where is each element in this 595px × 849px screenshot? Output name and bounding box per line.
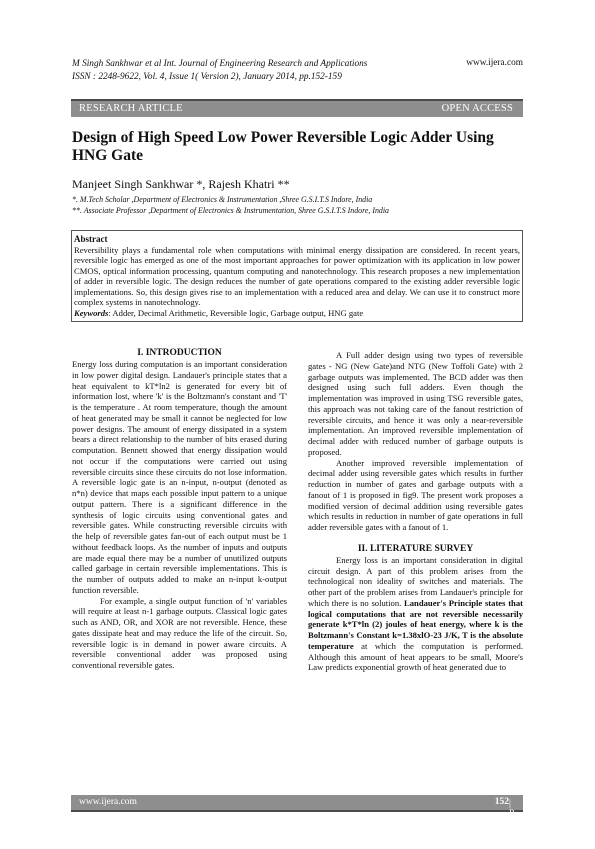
intro-paragraph-2: For example, a single output function of 'n' variables will require at least n-1 garbage outputs. Classical logic gates such as AND, OR, and XOR are not reversible. Hence, these gates dissipate heat and may reduce the life of the circuit. So, reversible logic is in demand in power aware circuits. A reversible conventional adder was proposed using conventional reversible gates. [72, 595, 287, 670]
keywords-line [74, 308, 520, 319]
affiliation-2: **. Associate Professor ,Department of Electronics & Instrumentation, Shree G.S.I.T.S Indore, India [72, 206, 389, 215]
running-header [72, 58, 367, 84]
banner-open-access: OPEN ACCESS [441, 103, 513, 114]
literature-paragraph-1 [308, 555, 523, 673]
intro-paragraph-3: A Full adder design using two types of reversible gates - NG (New Gate)and NTG (New Toffoli Gate) with 2 garbage outputs was implemented. The BCD adder was then designed using such full adders. Even though the implementation was improved in using TSG reversible gates, this approach was not taking care of the fanout restriction of reversible circuits, and hence it was only a near-reversible implementation. An improved reversible implementation of decimal adder with reduced number of garbage outputs is proposed. [308, 350, 523, 457]
lit-text-a: Energy loss is an important consideration in digital circuit design. A part of this problem arises from the technological non ideality of switches and materials. The other part of the problem arises from Landauer's principle for which there is no solution. [308, 554, 523, 608]
lit-text-b: at which the computation is performed. Although this amount of heat appears to be small, Moore's Law predicts exponential growth of heat generated due to [308, 640, 523, 673]
affiliation-1: *. M.Tech Scholar ,Department of Electronics & Instrumentation ,Shree G.S.I.T.S Indore, India [72, 195, 373, 204]
page-label: | P a g e [509, 799, 514, 849]
page-footer [71, 795, 523, 849]
section-1-heading: I. INTRODUCTION [137, 348, 222, 358]
citation-line-1: M Singh Sankhwar et al Int. Journal of Engineering Research and Applications [72, 59, 368, 69]
header-website-link[interactable]: www.ijera.com [466, 58, 523, 68]
banner-research-article: RESEARCH ARTICLE [79, 103, 183, 114]
affiliations [72, 194, 389, 216]
page-number: 152 [494, 797, 509, 807]
page-number-block [494, 797, 514, 849]
abstract-heading: Abstract [74, 234, 108, 244]
keywords-label: Keywords [74, 307, 109, 318]
abstract-text: Reversibility plays a fundamental role when computations with minimal energy dissipation are considered. In recent years, reversible logic has emerged as one of the most important approaches for power optimization with its application in low power CMOS, optical information processing, quantum computing and nanotechnology. This research proposes a new implementation of adder in reversible logic. The design reduces the number of gate operations compared to the existing adder reversible logic implementations. So, this design gives rise to an implementation with a reduced area and delay. We can use it to construct more complex systems in nanotechnology. [74, 244, 520, 307]
abstract-box [71, 230, 523, 322]
citation-line-2: ISSN : 2248-9622, Vol. 4, Issue 1( Version 2), January 2014, pp.152-159 [72, 72, 342, 82]
landauer-principle-statement: Landauer's Principle states that logical computations that are not reversible necessarily generate k*T*ln (2) joules of heat energy, where k is the Boltzmann's Constant k=1.38xlO-23 J/K, T is the absolute temperature [308, 597, 523, 651]
author-list: Manjeet Singh Sankhwar *, Rajesh Khatri ** [72, 177, 290, 191]
paper-title: Design of High Speed Low Power Reversible Logic Adder Using HNG Gate [72, 129, 494, 164]
keywords-text: : Adder, Decimal Arithmetic, Reversible logic, Garbage output, HNG gate [108, 307, 364, 318]
left-column [72, 348, 287, 671]
right-column [308, 350, 523, 673]
section-2-heading: II. LITERATURE SURVEY [357, 543, 474, 554]
footer-website-link[interactable]: www.ijera.com [79, 797, 137, 807]
article-type-banner [71, 99, 523, 117]
intro-paragraph-4: Another improved reversible implementation of decimal adder using reversible gates which results in further reduction in number of gates and garbage outputs with a fanout of 1 is proposed in fig9. The present work proposes a modified version of decimal addition using reversible gates which results in reduction in number of gate operations in full adder reversible gates with a fanout of 1. [308, 457, 523, 532]
intro-paragraph-1: Energy loss during computation is an important consideration in low power digital design. Landauer's principle states that a heat equivalent to kT*ln2 is generated for every bit of information lost, where 'k' is the Boltzmann's constant and 'T' is the temperature . At room temperature, though the amount of heat generated may be small it cannot be neglected for low power designs. The amount of energy dissipated in a system bears a direct relationship to the number of bits erased during computation. Bennett showed that energy dissipation would not occur if the computations were carried out using reversible circuits since these circuits do not lose information. A reversible logic gate is an n-input, n-output (denoted as n*n) device that maps each possible input pattern to a unique output pattern. There is a significant difference in the synthesis of logic circuits using conventional gates and reversible gates. While constructing reversible circuits with the help of reversible gates fan-out of each output must be 1 without feedback loops. As the number of inputs and outputs are made equal there may be a number of unutilized outputs called garbage in certain reversible implementations. This is the number of outputs added to make an n-input k-output function reversible. [72, 359, 287, 595]
